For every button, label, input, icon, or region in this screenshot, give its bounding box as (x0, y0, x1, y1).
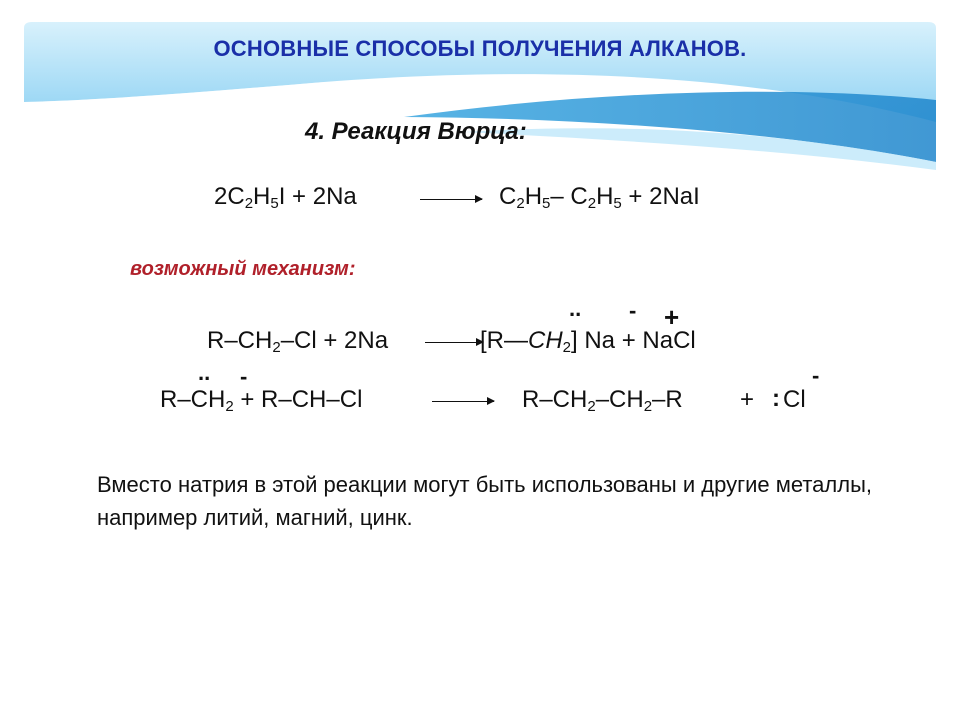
lone-pair-colon: : (772, 385, 780, 412)
mechanism-step2-arrow (432, 401, 494, 402)
mechanism-step1-arrow (425, 342, 483, 343)
chloride-ion: Cl (783, 386, 806, 413)
mechanism-label: возможный механизм: (130, 258, 356, 280)
reaction-arrow (420, 199, 482, 200)
plus-charge: + (664, 302, 680, 332)
slide-subtitle: 4. Реакция Вюрца: (305, 118, 527, 145)
mechanism-step2-right: $R-CH_2-CH_2-R$ (522, 386, 683, 415)
minus-charge: - (629, 298, 637, 323)
minus-charge: - (812, 363, 820, 388)
lone-pair-dots: .. (569, 296, 582, 321)
note-text: Вместо натрия в этой реакции могут быть использованы и другие металлы, например литий, магний, цинк. (97, 472, 873, 530)
mechanism-step1-right: $[R—CH_2] Na$ + NaCl (480, 327, 696, 356)
reaction-products: $C_2H_5-$ $C_2H_5 + 2NaI$ (499, 183, 700, 212)
slide-title: ОСНОВНЫЕ СПОСОБЫ ПОЛУЧЕНИЯ АЛКАНОВ. (213, 36, 747, 61)
mechanism-step1-left: $R-CH_2-Cl + 2Na$ (207, 327, 389, 356)
reaction-reactants: $2C_2H_5I + 2Na$ (214, 183, 357, 212)
lone-pair-dots: .. (198, 360, 211, 385)
minus-charge: - (240, 364, 248, 389)
plus-sign: + (740, 386, 755, 413)
mechanism-step2-left: $R-CH_2 + R-CH-Cl$ (160, 386, 363, 415)
